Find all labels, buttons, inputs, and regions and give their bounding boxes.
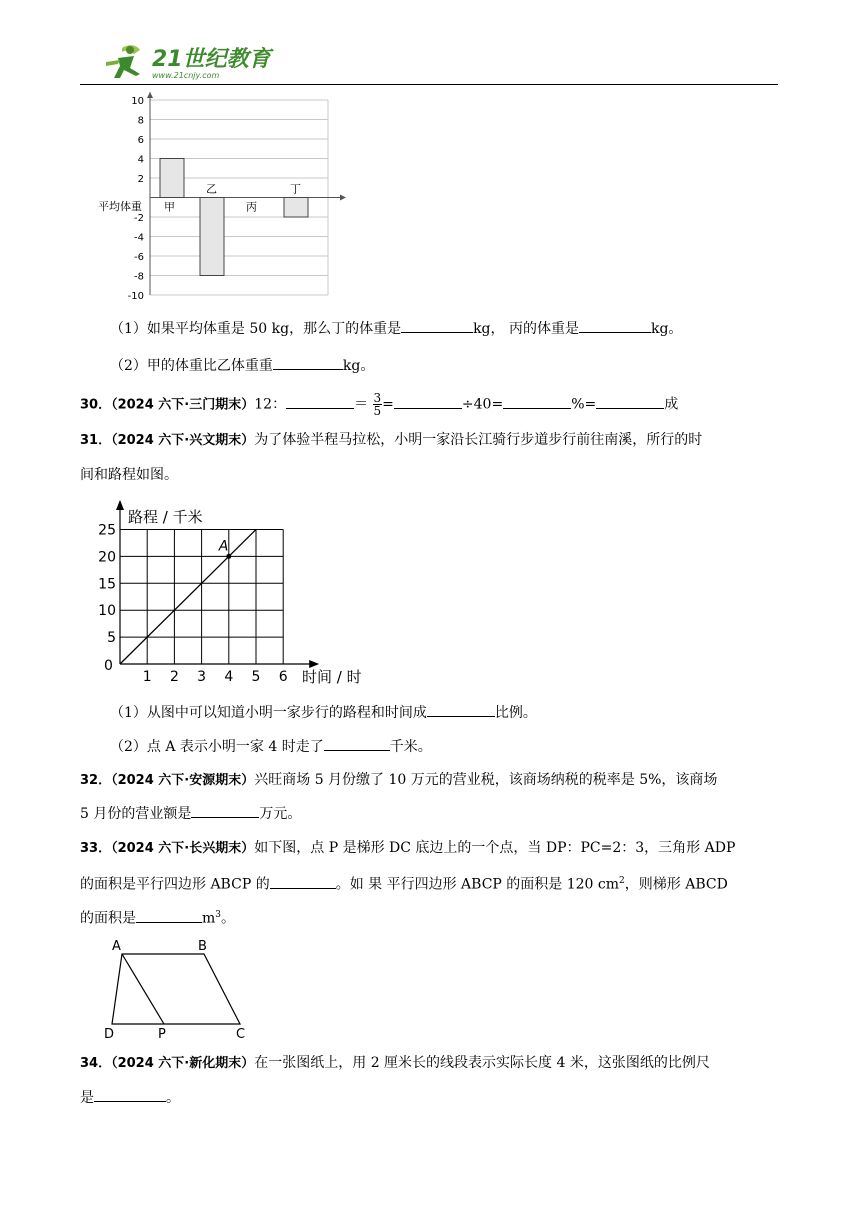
question-33-line3 — [80, 905, 235, 929]
y-tick-label: 10 — [98, 603, 116, 620]
logo-url: www.21cnjy.com — [152, 71, 220, 80]
q33-text3a: 的面积是 — [80, 910, 136, 927]
bar — [284, 198, 308, 218]
q34-source: （2024 六下·新化期末） — [111, 1056, 255, 1071]
q33-source: （2024 六下·长兴期末） — [111, 841, 255, 856]
answer-blank[interactable] — [579, 318, 651, 333]
q34-text2b: 。 — [166, 1090, 180, 1106]
category-label: 乙 — [206, 182, 217, 196]
question-31-line1 — [80, 430, 702, 451]
y-axis-label: 平均体重 — [98, 200, 142, 213]
q33-text1: 如下图，点 P 是梯形 DC 底边上的一个点，当 DP：PC=2：3，三角形 ADP — [254, 840, 736, 856]
x-tick-label: 6 — [278, 669, 288, 685]
segment-ap — [122, 954, 164, 1024]
y-tick-label: 15 — [98, 576, 116, 593]
y-tick-label: -10 — [127, 291, 144, 302]
fraction-numerator: 3 — [373, 391, 382, 405]
bar — [160, 159, 184, 198]
q30-text-b: ÷40= — [461, 396, 504, 413]
q29-p2-text-b: kg。 — [342, 358, 375, 374]
answer-blank[interactable] — [427, 702, 495, 717]
trapezoid-abcd — [112, 954, 240, 1024]
q31-p2-text-a: （2）点 A 表示小明一家 4 时走了 — [110, 739, 324, 755]
q32-text2a: 5 月份的营业额是 — [80, 806, 192, 822]
chart-ticks — [98, 523, 288, 686]
superscript: 2 — [619, 876, 625, 886]
series-line — [120, 530, 256, 665]
q31-p2-text-b: 千米。 — [389, 739, 432, 755]
category-label: 甲 — [164, 200, 175, 214]
q33-text2a: 的面积是平行四边形 ABCP 的 — [80, 876, 270, 893]
q29-part2 — [110, 355, 374, 376]
answer-blank[interactable] — [273, 355, 343, 370]
q29-p1-text-c: kg。 — [650, 321, 683, 337]
category-label: 丙 — [246, 200, 257, 214]
x-tick-label: 2 — [169, 669, 179, 685]
x-axis-arrow — [340, 195, 346, 201]
origin-label: 0 — [104, 658, 113, 674]
q32-number: 32． — [80, 773, 112, 788]
category-label: 丁 — [290, 182, 301, 196]
y-axis-arrow — [116, 500, 124, 510]
q30-source: （2024 六下·三门期末） — [111, 397, 255, 413]
y-tick-label: -8 — [134, 271, 144, 283]
chart-series-line — [120, 530, 256, 665]
answer-blank[interactable] — [286, 394, 354, 409]
q33-text2c: ，则梯形 ABCD — [624, 876, 728, 893]
weight-bar-chart — [92, 92, 352, 302]
answer-blank[interactable] — [191, 803, 259, 818]
q33-number: 33． — [80, 841, 112, 856]
chart-grid — [120, 530, 283, 665]
y-tick-label: 25 — [98, 522, 116, 539]
question-34-line1 — [80, 1053, 710, 1074]
question-30 — [80, 392, 678, 417]
q29-part1 — [110, 318, 682, 339]
y-axis-arrow — [147, 92, 153, 98]
q34-number: 34． — [80, 1056, 112, 1071]
q29-p1-text-a: （1）如果平均体重是 50 kg，那么丁的体重是 — [110, 321, 402, 337]
answer-blank[interactable] — [596, 394, 664, 409]
x-axis-label: 时间 / 时 — [302, 668, 362, 686]
answer-blank[interactable] — [270, 874, 336, 889]
answer-blank[interactable] — [503, 394, 571, 409]
y-tick-label: 6 — [137, 135, 144, 146]
header-divider — [80, 84, 778, 85]
x-tick-label: 1 — [142, 669, 152, 685]
y-tick-label: -2 — [134, 213, 144, 224]
q33-text3c: 。 — [221, 910, 236, 927]
q30-text-d: 成 — [664, 396, 679, 413]
y-tick-label: 10 — [131, 96, 144, 107]
superscript: 3 — [215, 910, 222, 920]
y-tick-label: 5 — [107, 630, 116, 647]
q30-eq2: = — [382, 396, 394, 413]
q31-p1-text-a: （1）从图中可以知道小明一家步行的路程和时间成 — [110, 705, 427, 721]
q34-text2a: 是 — [80, 1090, 94, 1106]
question-33-line2 — [80, 871, 728, 895]
q33-text2b: 。如 果 平行四边形 ABCP 的面积是 120 cm — [335, 876, 620, 893]
q33-text3b: m — [202, 910, 216, 927]
y-tick-label: -6 — [134, 252, 144, 263]
q30-number: 30． — [80, 397, 112, 413]
q31-text1: 为了体验半程马拉松，小明一家沿长江骑行步道步行前往南溪，所行的时 — [254, 432, 703, 448]
x-tick-label: 5 — [251, 669, 261, 685]
q31-number: 31． — [80, 433, 112, 448]
question-34-line2 — [80, 1087, 180, 1108]
q32-text1: 兴旺商场 5 月份缴了 10 万元的营业税，该商场纳税的税率是 5%，该商场 — [254, 772, 718, 788]
y-tick-label: 2 — [137, 174, 144, 185]
vertex-label-d: D — [104, 1027, 115, 1042]
vertex-label-p: P — [158, 1027, 166, 1042]
trapezoid-figure — [100, 934, 260, 1046]
question-33-line1 — [80, 838, 735, 859]
bar — [200, 198, 224, 276]
q31-part2 — [110, 736, 432, 757]
q31-p1-text-b: 比例。 — [494, 705, 537, 721]
q32-source: （2024 六下·安源期末） — [111, 773, 255, 788]
q34-text1: 在一张图纸上，用 2 厘米长的线段表示实际长度 4 米，这张图纸的比例尺 — [254, 1055, 710, 1071]
point-a-label: A — [218, 538, 229, 555]
q30-text-a: 12： — [254, 396, 287, 413]
answer-blank[interactable] — [401, 318, 473, 333]
answer-blank[interactable] — [136, 908, 202, 923]
answer-blank[interactable] — [94, 1087, 166, 1102]
y-tick-label: -4 — [134, 232, 144, 244]
vertex-label-b: B — [198, 939, 207, 954]
fraction-denominator: 5 — [373, 404, 382, 418]
runner-logo-icon — [100, 40, 280, 84]
x-tick-label: 3 — [197, 669, 207, 685]
q32-text2b: 万元。 — [259, 806, 302, 822]
question-32-line1 — [80, 770, 717, 791]
point-a — [226, 554, 231, 559]
q30-eq1: ＝ — [354, 396, 369, 413]
x-tick-label: 4 — [224, 669, 234, 685]
q31-part1 — [110, 702, 537, 723]
y-tick-label: 4 — [137, 154, 144, 166]
logo-text: 21世纪教育 — [152, 47, 271, 72]
fraction — [373, 392, 383, 417]
answer-blank[interactable] — [324, 736, 390, 751]
logo — [100, 40, 280, 84]
y-tick-label: 8 — [137, 115, 144, 127]
answer-blank[interactable] — [394, 394, 462, 409]
q30-text-c: %= — [571, 396, 597, 413]
q29-p1-text-b: kg， 丙的体重是 — [473, 321, 579, 337]
q29-p2-text-a: （2）甲的体重比乙体重重 — [110, 358, 273, 374]
x-axis-arrow — [309, 660, 319, 668]
q31-source: （2024 六下·兴文期末） — [111, 433, 255, 448]
chart-y-ticks — [128, 96, 144, 302]
distance-time-chart — [100, 496, 370, 692]
q31-text2: 间和路程如图。 — [80, 467, 178, 483]
question-31-line2 — [80, 465, 178, 485]
vertex-label-a: A — [112, 939, 121, 954]
vertex-label-c: C — [236, 1027, 246, 1042]
y-axis-label: 路程 / 千米 — [128, 508, 203, 526]
y-tick-label: 20 — [98, 549, 116, 566]
question-32-line2 — [80, 803, 301, 824]
